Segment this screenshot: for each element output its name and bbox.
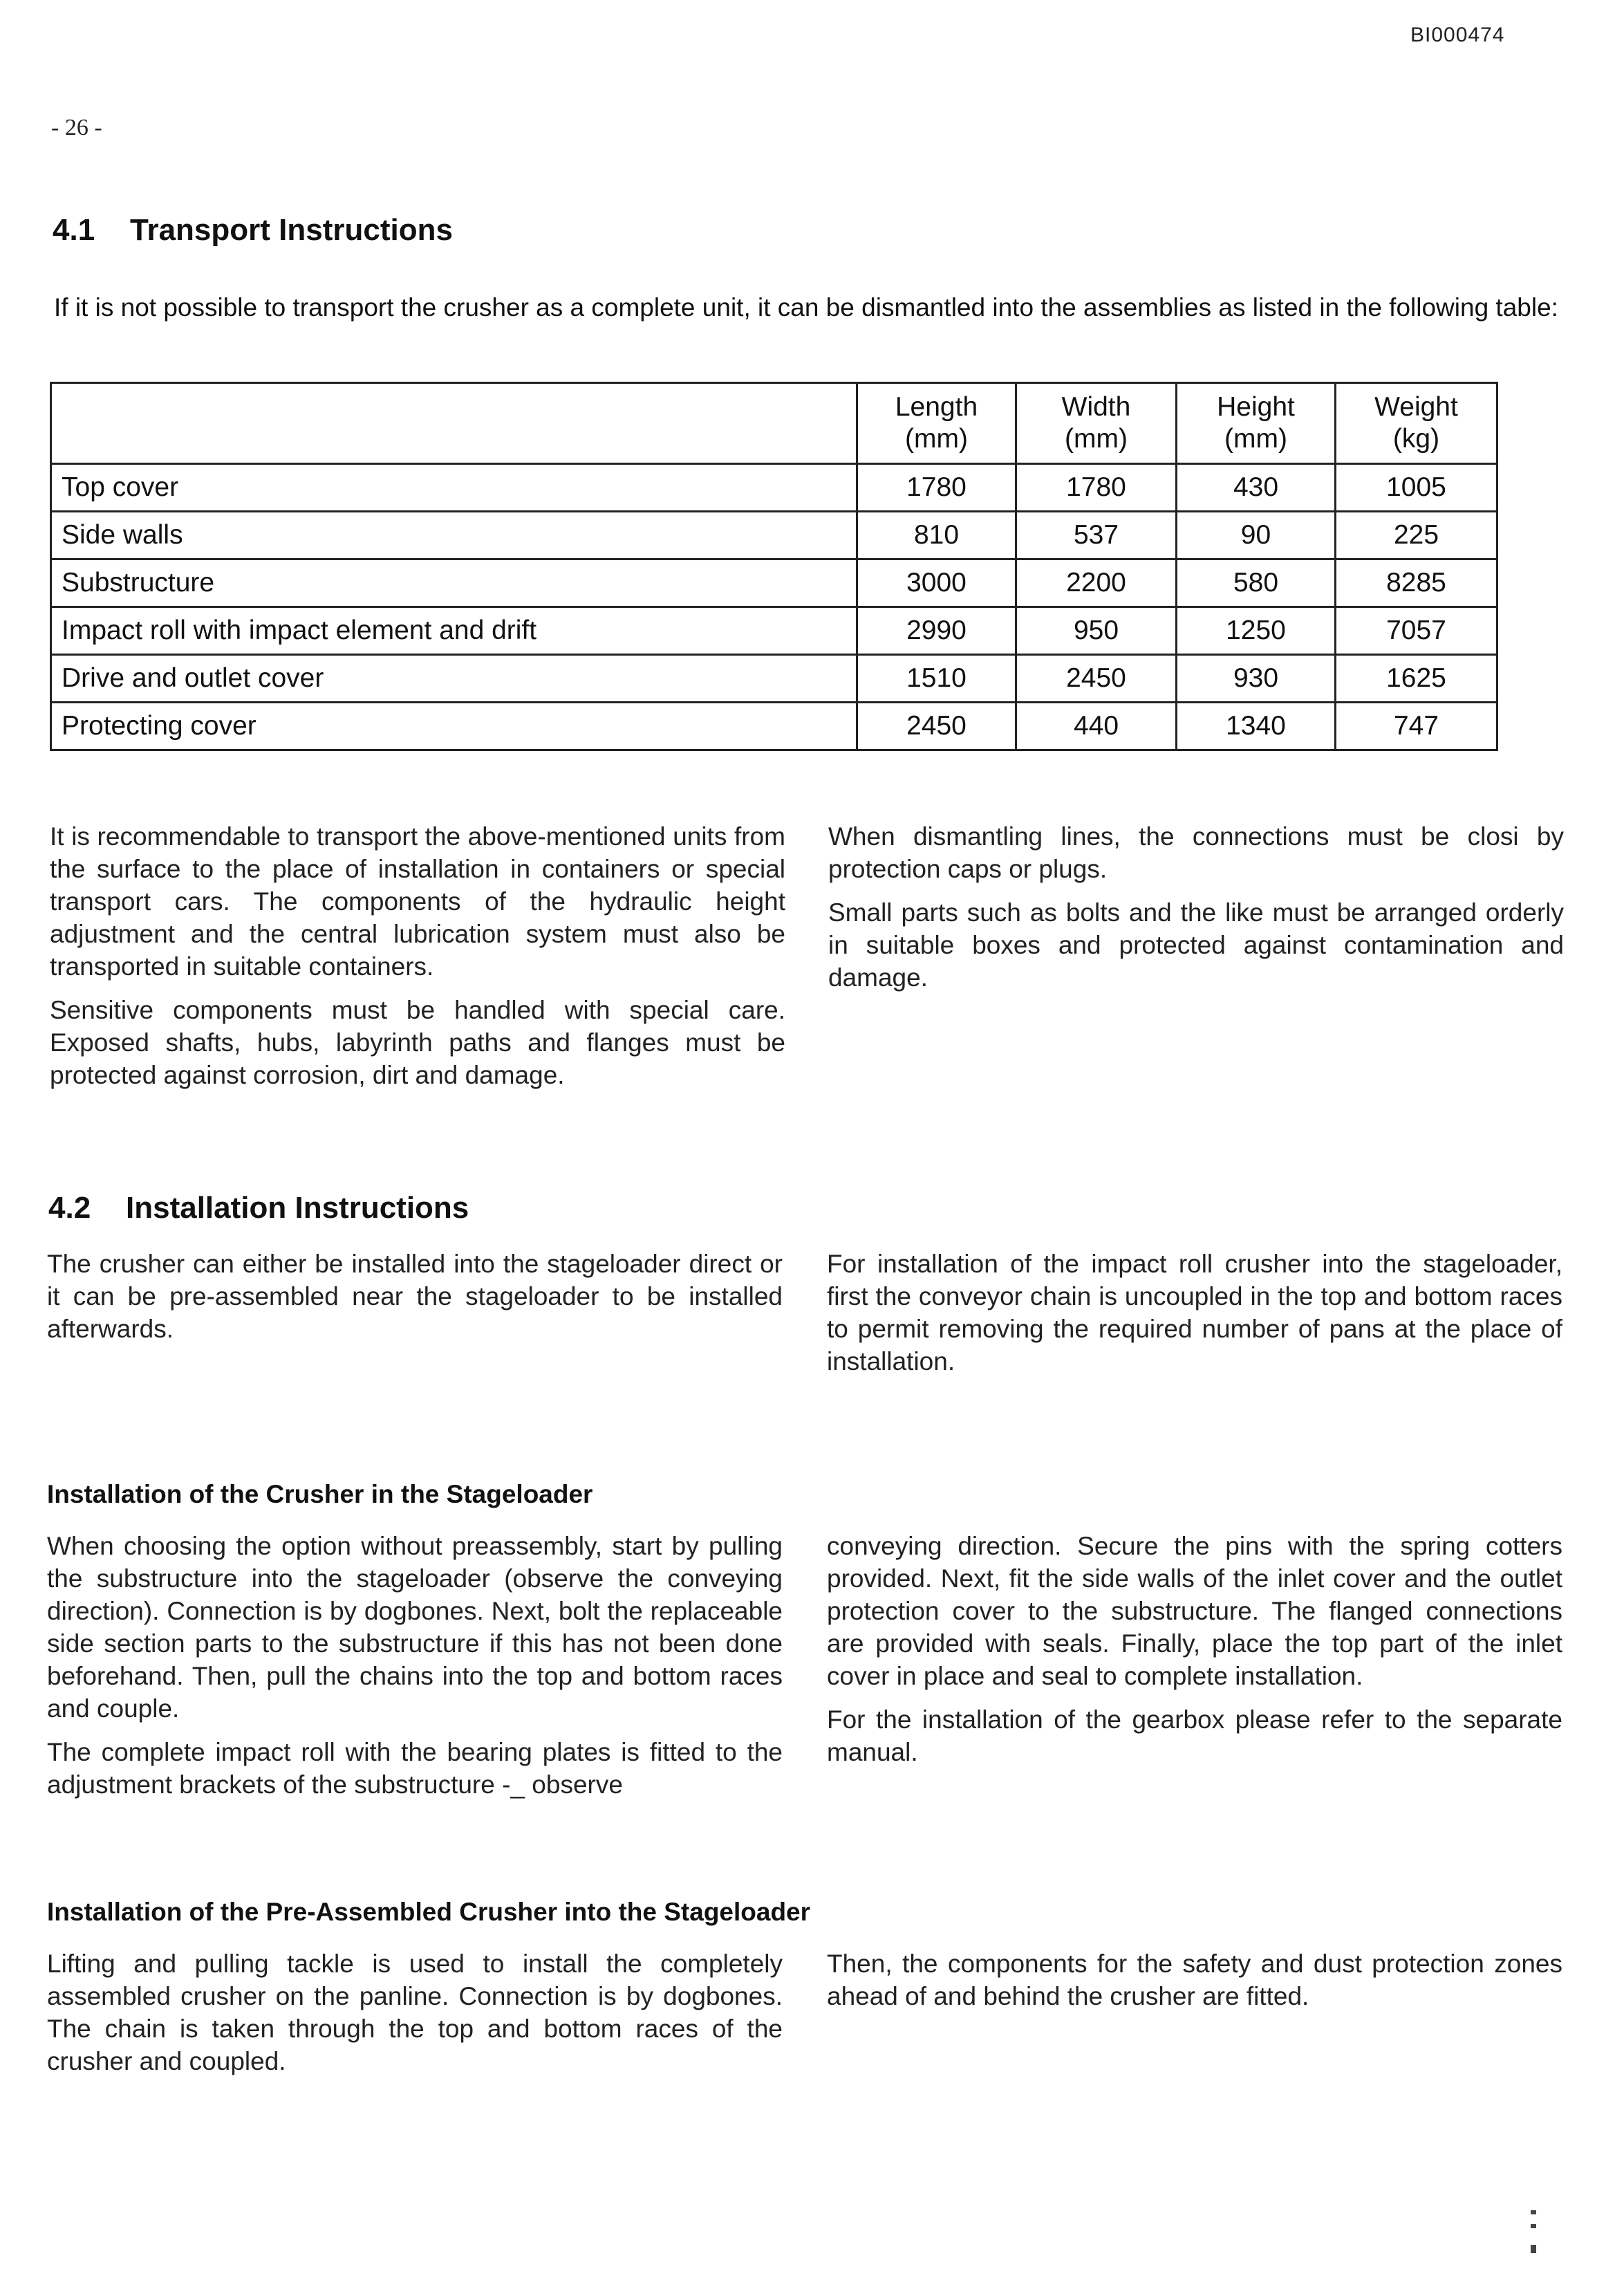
stageloader-left-column <box>47 1530 783 1812</box>
column-header: Weight (kg) <box>1336 383 1497 464</box>
paragraph: conveying direction. Secure the pins with the spring cotters provided. Next, fit the side walls of the inlet cover and the outlet protection cover to the substructure. The flanged connections are provided with seals. Finally, place the top part of the inlet cover in place and seal to complete installation. <box>827 1532 1562 1690</box>
table-row <box>51 607 1497 655</box>
dimension-cell: 2990 <box>857 607 1016 655</box>
dimension-cell: 225 <box>1336 512 1497 559</box>
paragraph: It is recommendable to transport the above-mentioned units from the surface to the place of installation in containers or special transport cars. The components of the hydraulic height adjustment and the central lubrication system must also be transported in suitable containers. <box>50 822 785 981</box>
dimension-cell: 8285 <box>1336 559 1497 607</box>
dimension-cell: 810 <box>857 512 1016 559</box>
paragraph: Lifting and pulling tackle is used to install the completely assembled crusher on the panline. Connection is by dogbones. The chain is taken through the top and bottom races of the crusher and coupled. <box>47 1950 783 2075</box>
assembly-name-cell: Side walls <box>51 512 857 559</box>
dimension-cell: 2450 <box>1016 655 1177 703</box>
table-row <box>51 559 1497 607</box>
table-corner-cell <box>51 383 857 464</box>
section-heading-transport <box>53 213 453 248</box>
section-title: Transport Instructions <box>130 213 453 247</box>
subheading-pre-assembled-crusher: Installation of the Pre-Assembled Crusher into the Stageloader <box>47 1898 811 1926</box>
column-header: Length (mm) <box>857 383 1016 464</box>
paragraph: When dismantling lines, the connections must be closi by protection caps or plugs. <box>828 822 1564 883</box>
dimension-cell: 7057 <box>1336 607 1497 655</box>
subheading-crusher-in-stageloader: Installation of the Crusher in the Stageloader <box>47 1480 593 1508</box>
dimension-cell: 2450 <box>857 703 1016 750</box>
page-number: - 26 - <box>51 115 102 140</box>
table-row <box>51 512 1497 559</box>
column-header: Height (mm) <box>1177 383 1336 464</box>
paragraph: When choosing the option without preassembly, start by pulling the substructure into the stageloader (observe the conveying direction). Connection is by dogbones. Next, bolt the replaceable side section parts to the substructure if this has not been done beforehand. Then, pull the chains into the top and bottom races and couple. <box>47 1532 783 1723</box>
dimension-cell: 1510 <box>857 655 1016 703</box>
assembly-name-cell: Top cover <box>51 464 857 512</box>
installation-right-column <box>827 1248 1562 1389</box>
scan-speck <box>1531 2224 1536 2228</box>
dimension-cell: 1780 <box>1016 464 1177 512</box>
installation-left-column <box>47 1248 783 1356</box>
dimension-cell: 1250 <box>1177 607 1336 655</box>
column-header: Width (mm) <box>1016 383 1177 464</box>
paragraph: The crusher can either be installed into the stageloader direct or it can be pre-assembled near the stageloader to be installed afterwards. <box>47 1250 783 1343</box>
assembly-name-cell: Protecting cover <box>51 703 857 750</box>
dimension-cell: 1005 <box>1336 464 1497 512</box>
dimension-cell: 1340 <box>1177 703 1336 750</box>
pre-assembled-right-column <box>827 1947 1562 2024</box>
dimension-cell: 1625 <box>1336 655 1497 703</box>
section-title: Installation Instructions <box>126 1191 469 1225</box>
stageloader-right-column <box>827 1530 1562 1779</box>
dimension-cell: 1780 <box>857 464 1016 512</box>
section-number: 4.2 <box>48 1191 91 1225</box>
transport-right-column <box>828 820 1564 1005</box>
table-row <box>51 655 1497 703</box>
table-row <box>51 703 1497 750</box>
paragraph: For the installation of the gearbox please refer to the separate manual. <box>827 1705 1562 1766</box>
assembly-dimensions-table <box>50 382 1498 751</box>
paragraph: For installation of the impact roll crusher into the stageloader, first the conveyor chain is uncoupled in the top and bottom races to permit removing the required number of pans at the place of installation. <box>827 1250 1562 1376</box>
dimension-cell: 537 <box>1016 512 1177 559</box>
transport-left-column <box>50 820 785 1102</box>
dimension-cell: 747 <box>1336 703 1497 750</box>
assembly-name-cell: Drive and outlet cover <box>51 655 857 703</box>
assembly-name-cell: Impact roll with impact element and drift <box>51 607 857 655</box>
dimension-cell: 430 <box>1177 464 1336 512</box>
dimension-cell: 90 <box>1177 512 1336 559</box>
section-heading-installation <box>48 1191 469 1225</box>
assembly-name-cell: Substructure <box>51 559 857 607</box>
table-row <box>51 464 1497 512</box>
dimension-cell: 580 <box>1177 559 1336 607</box>
section-number: 4.1 <box>53 213 95 247</box>
dimension-cell: 440 <box>1016 703 1177 750</box>
paragraph: Small parts such as bolts and the like must be arranged orderly in suitable boxes and protected against contamination and damage. <box>828 898 1564 992</box>
dimension-cell: 3000 <box>857 559 1016 607</box>
paragraph: Sensitive components must be handled with special care. Exposed shafts, hubs, labyrinth paths and flanges must be protected against corrosion, dirt and damage. <box>50 996 785 1089</box>
table-header-row <box>51 383 1497 464</box>
dimension-cell: 950 <box>1016 607 1177 655</box>
dimension-cell: 930 <box>1177 655 1336 703</box>
transport-intro: If it is not possible to transport the crusher as a complete unit, it can be dismantled into the assemblies as listed in the following table: <box>54 293 1558 322</box>
paragraph: The complete impact roll with the bearing plates is fitted to the adjustment brackets of the substructure -_ observe <box>47 1738 783 1799</box>
document-id: BI000474 <box>1410 24 1505 46</box>
pre-assembled-left-column <box>47 1947 783 2089</box>
scan-speck <box>1531 2245 1536 2253</box>
scan-speck <box>1531 2210 1536 2214</box>
dimension-cell: 2200 <box>1016 559 1177 607</box>
paragraph: Then, the components for the safety and dust protection zones ahead of and behind the crusher are fitted. <box>827 1950 1562 2010</box>
